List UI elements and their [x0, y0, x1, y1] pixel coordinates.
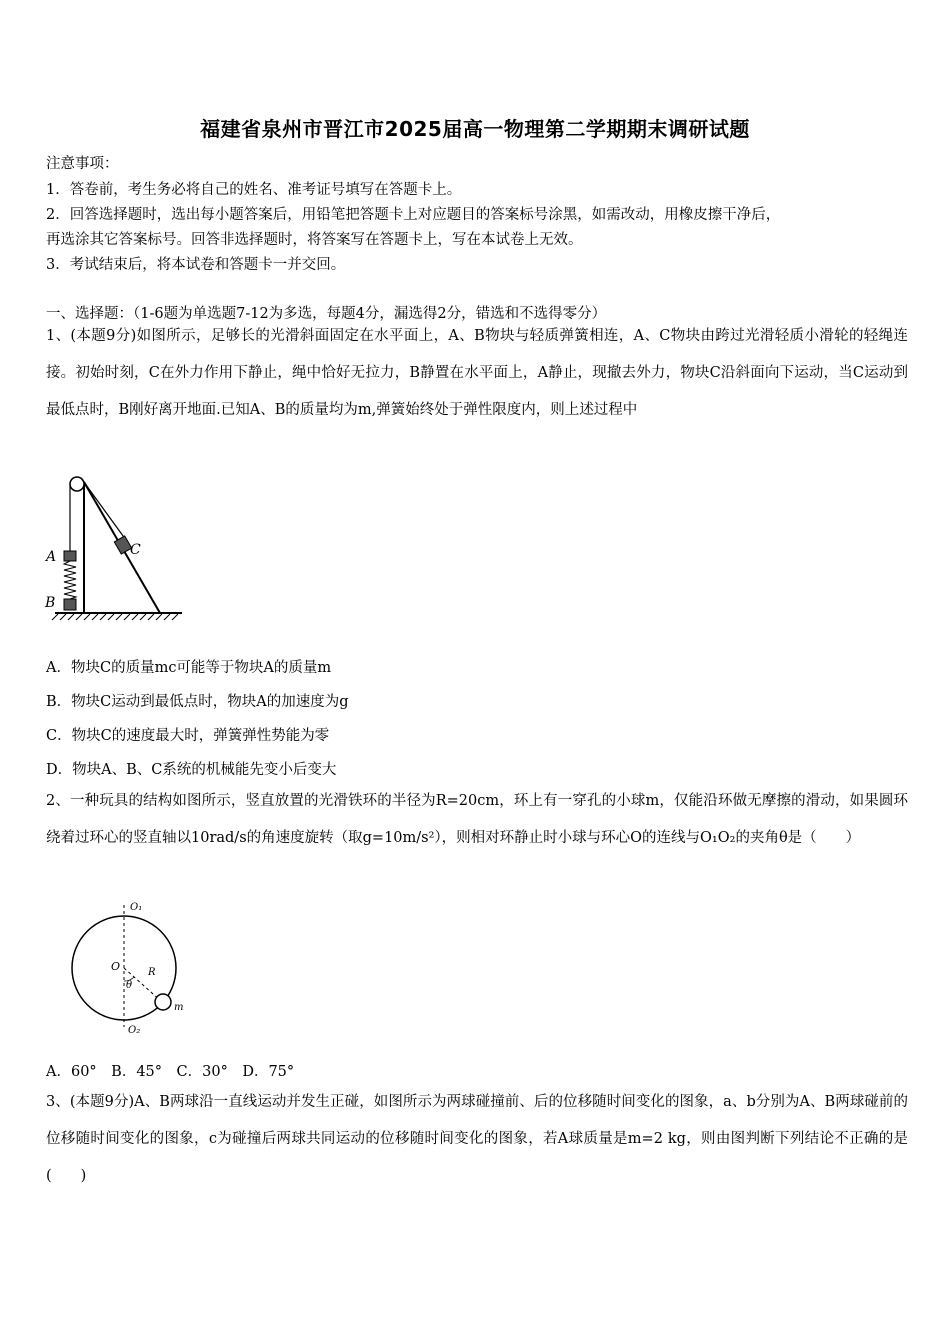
fig1-label-a: A — [46, 549, 57, 565]
section-heading: 一、选择题：（1-6题为单选题7-12为多选，每题4分，漏选得2分，错选和不选得零分） — [46, 306, 607, 322]
note-item-1: 1．答卷前，考生务必将自己的姓名、准考证号填写在答题卡上。 — [46, 182, 462, 198]
question-2-text: 2、一种玩具的结构如图所示，竖直放置的光滑铁环的半径为R=20cm，环上有一穿孔的小球m，仅能沿环做无摩擦的滑动，如果圆环绕着过环心的竖直轴以10rad/s的角速度旋转（取g=10m/s²），则相对环静止时小球与环心O的连线与O₁O₂的夹角θ是（ ） — [46, 793, 908, 846]
question-3-text: 3、(本题9分)A、B两球沿一直线运动并发生正碰，如图所示为两球碰撞前、后的位移随时间变化的图象，a、b分别为A、B两球碰前的位移随时间变化的图象，c为碰撞后两球共同运动的位移随时间变化的图象，若A球质量是m=2 kg，则由图判断下列结论不正确的是( ) — [46, 1094, 908, 1184]
fig2-label-o2: O₂ — [128, 1025, 141, 1036]
fig1-label-c: C — [130, 542, 141, 558]
q1-option-d: D．物块A、B、C系统的机械能先变小后变大 — [46, 762, 337, 778]
q1-option-b: B．物块C运动到最低点时，物块A的加速度为g — [46, 694, 349, 710]
note-item-2: 2．回答选择题时，选出每小题答案后，用铅笔把答题卡上对应题目的答案标号涂黑，如需改动，用橡皮擦干净后， — [46, 207, 781, 223]
notes-heading: 注意事项： — [46, 156, 119, 172]
fig2-label-o: O — [111, 960, 121, 973]
q1-option-a: A．物块C的质量mc可能等于物块A的质量m — [46, 660, 332, 676]
note-item-3: 3．考试结束后，将本试卷和答题卡一并交回。 — [46, 257, 346, 273]
note-item-2-cont: 再选涂其它答案标号。回答非选择题时，将答案写在答题卡上，写在本试卷上无效。 — [46, 232, 583, 248]
q1-figure — [40, 468, 190, 628]
fig2-label-m: m — [174, 1002, 184, 1013]
fig2-label-o1: O₁ — [130, 902, 143, 913]
q2-figure — [62, 895, 202, 1040]
page-title: 福建省泉州市晋江市2025届高一物理第二学期期末调研试题 — [200, 117, 750, 141]
fig2-label-r: R — [148, 967, 156, 978]
q2-options: A．60° B．45° C．30° D．75° — [46, 1064, 295, 1080]
fig1-label-b: B — [45, 595, 56, 611]
fig2-label-theta: θ — [126, 980, 133, 991]
question-1-text: 1、(本题9分)如图所示，足够长的光滑斜面固定在水平面上，A、B物块与轻质弹簧相连，A、C物块由跨过光滑轻质小滑轮的轻绳连接。初始时刻，C在外力作用下静止，绳中恰好无拉力，B静置在水平面上，A静止，现撤去外力，物块C沿斜面向下运动，当C运动到最低点时，B刚好离开地面.已知A、B的质量均为m,弹簧始终处于弹性限度内，则上述过程中 — [46, 328, 908, 418]
q1-option-c: C．物块C的速度最大时，弹簧弹性势能为零 — [46, 728, 330, 744]
